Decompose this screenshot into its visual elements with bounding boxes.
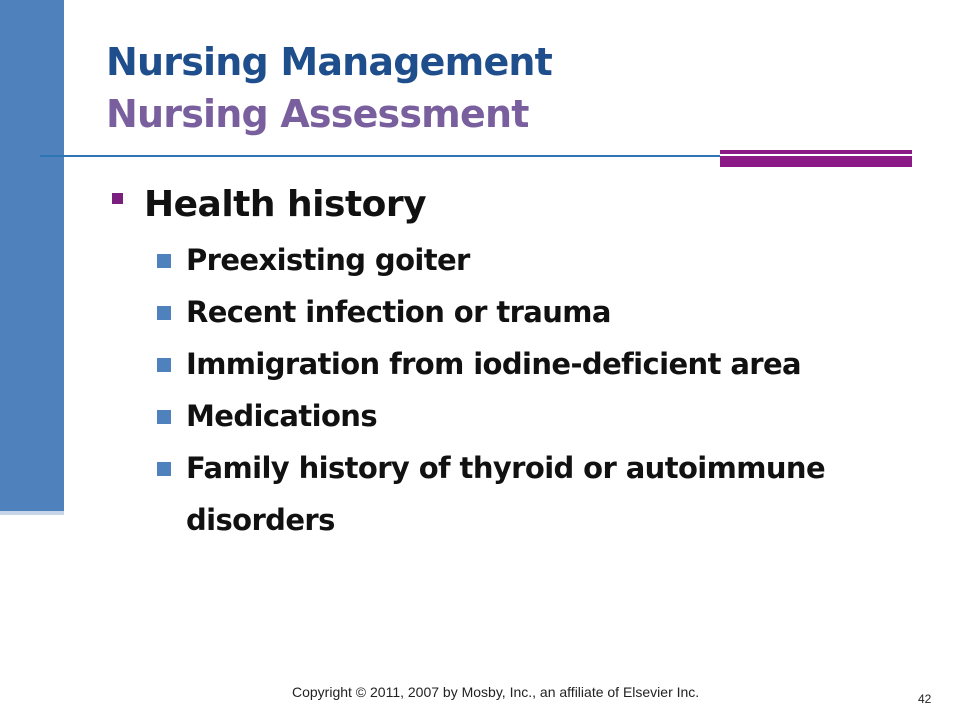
list-item-label: Family history of thyroid or autoimmune disorders [186, 451, 826, 537]
list-item [110, 234, 930, 286]
copyright-notice: Copyright © 2011, 2007 by Mosby, Inc., an affiliate of Elsevier Inc. [292, 684, 700, 700]
slide-title [106, 36, 552, 140]
list-item [110, 442, 930, 546]
square-bullet-icon [157, 306, 171, 320]
bullet-health-history-label: Health history [144, 184, 427, 225]
bullet-health-history [110, 180, 930, 230]
title-accent-bar [720, 150, 912, 167]
square-bullet-icon [157, 358, 171, 372]
slide-content [110, 180, 930, 546]
health-history-sublist [110, 234, 930, 546]
list-item-label: Immigration from iodine-deficient area [186, 347, 802, 381]
square-bullet-icon [157, 410, 171, 424]
list-item-label: Preexisting goiter [186, 243, 470, 277]
square-bullet-icon [157, 462, 171, 476]
left-accent-bar [0, 0, 64, 513]
list-item [110, 286, 930, 338]
list-item [110, 338, 930, 390]
slide-title-subtitle: Nursing Assessment [106, 92, 529, 136]
square-bullet-icon [157, 254, 171, 268]
slide-title-main: Nursing Management [106, 40, 553, 84]
list-item-label: Recent infection or trauma [186, 295, 611, 329]
square-bullet-icon [112, 193, 123, 204]
slide-number: 42 [918, 692, 932, 706]
list-item-label: Medications [186, 399, 378, 433]
left-accent-bar-shadow [0, 511, 64, 515]
list-item [110, 390, 930, 442]
